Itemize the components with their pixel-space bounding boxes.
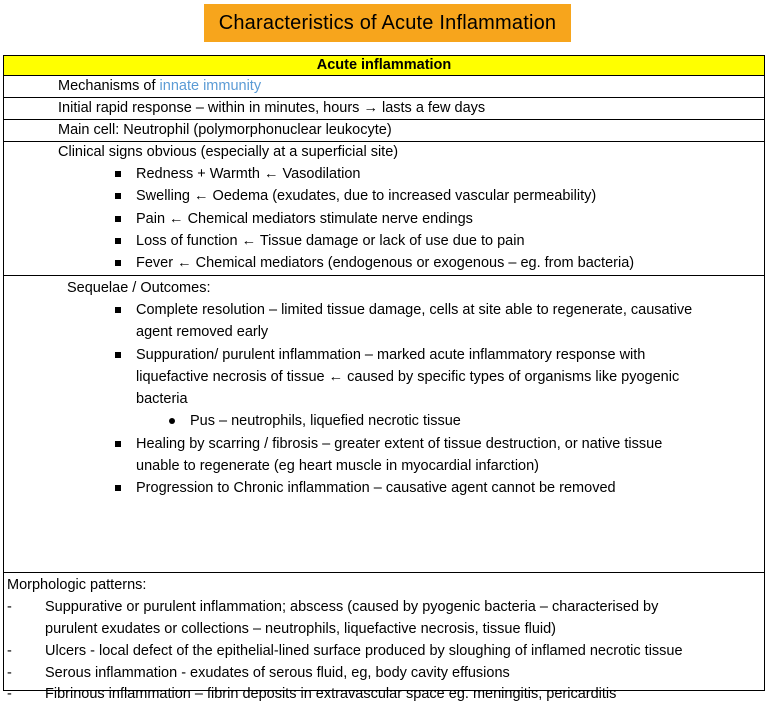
bullet-square	[115, 193, 121, 199]
table-header: Acute inflammation	[4, 56, 764, 76]
clinical-item: Redness + Warmth ← Vasodilation	[136, 166, 361, 182]
morphologic-heading: Morphologic patterns:	[7, 577, 147, 593]
morphologic-item-line: purulent exudates or collections – neutrophils, liquefactive necrosis, tissue fluid)	[45, 621, 556, 637]
morphologic-item-line: Ulcers - local defect of the epithelial-lined surface produced by sloughing of inflamed necrotic tissue	[45, 643, 683, 659]
clinical-item: Fever ← Chemical mediators (endogenous or exogenous – eg. from bacteria)	[136, 255, 635, 271]
inflammation-table	[3, 55, 765, 702]
sequelae-item-line: Complete resolution – limited tissue damage, cells at site able to regenerate, causative	[136, 302, 693, 318]
sequelae-item-line: Healing by scarring / fibrosis – greater extent of tissue destruction, or native tissue	[136, 436, 663, 452]
morphologic-item-line: Fibrinous inflammation – fibrin deposits in extravascular space eg. meningitis, pericarditis	[45, 686, 617, 702]
bullet-square	[115, 352, 121, 358]
row-sequelae	[4, 276, 764, 573]
bullet-dash: -	[7, 599, 12, 615]
page-title: Characteristics of Acute Inflammation	[204, 4, 571, 42]
bullet-square	[115, 260, 121, 266]
bullet-square	[115, 238, 121, 244]
mechanisms-text	[58, 76, 261, 96]
initial-response-text: Initial rapid response – within in minutes, hours → lasts a few days	[58, 100, 486, 116]
sequelae-item-line: Progression to Chronic inflammation – causative agent cannot be removed	[136, 480, 616, 496]
mechanisms-prefix: Mechanisms of	[58, 78, 160, 94]
clinical-item: Swelling ← Oedema (exudates, due to increased vascular permeability)	[136, 188, 597, 204]
bullet-square	[115, 171, 121, 177]
row-main-cell	[4, 120, 764, 142]
mechanisms-highlight: innate immunity	[159, 78, 262, 94]
sequelae-item-line: unable to regenerate (eg heart muscle in myocardial infarction)	[136, 458, 539, 474]
sequelae-item-line: Suppuration/ purulent inflammation – marked acute inflammatory response with	[136, 347, 646, 363]
clinical-heading: Clinical signs obvious (especially at a superficial site)	[58, 144, 399, 160]
morphologic-item-line: Serous inflammation - exudates of serous fluid, eg, body cavity effusions	[45, 665, 510, 681]
main-cell-text: Main cell: Neutrophil (polymorphonuclear leukocyte)	[58, 122, 392, 138]
bullet-dash: -	[7, 665, 12, 681]
bullet-dash: -	[7, 643, 12, 659]
morphologic-item-line: Suppurative or purulent inflammation; abscess (caused by pyogenic bacteria – characterised by	[45, 599, 659, 615]
sequelae-heading: Sequelae / Outcomes:	[67, 280, 211, 296]
sequelae-item-line: agent removed early	[136, 324, 269, 340]
sequelae-item-line: bacteria	[136, 391, 188, 407]
bullet-square	[115, 485, 121, 491]
bullet-dot	[169, 418, 175, 424]
bullet-dash: -	[7, 686, 12, 702]
sequelae-item-line: liquefactive necrosis of tissue ← caused by specific types of organisms like pyogenic	[136, 369, 680, 385]
bullet-square	[115, 216, 121, 222]
row-mechanisms	[4, 76, 764, 98]
clinical-item: Pain ← Chemical mediators stimulate nerve endings	[136, 211, 473, 227]
sequelae-subitem-line: Pus – neutrophils, liquefied necrotic tissue	[190, 413, 461, 429]
bullet-square	[115, 441, 121, 447]
row-initial-response	[4, 98, 764, 120]
clinical-item: Loss of function ← Tissue damage or lack of use due to pain	[136, 233, 525, 249]
bullet-square	[115, 307, 121, 313]
row-clinical-signs	[4, 142, 764, 276]
row-morphologic	[4, 573, 764, 702]
